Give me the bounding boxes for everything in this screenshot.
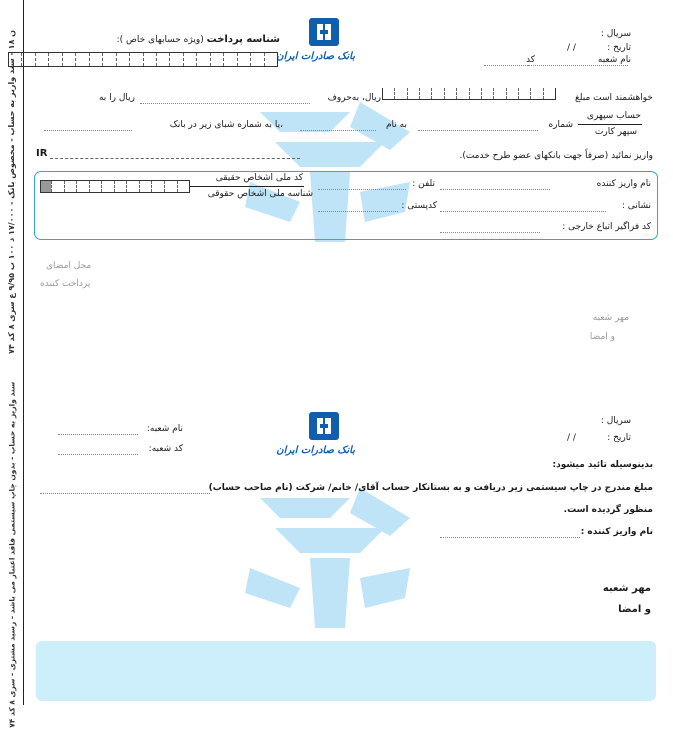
depositor-name-dots	[440, 189, 550, 190]
amount-statement-dots	[40, 493, 210, 494]
address-dots	[440, 211, 606, 212]
amount-words-dots	[140, 103, 310, 104]
rial-to-label: ریال را به	[98, 93, 135, 103]
account-type-divider	[578, 124, 642, 125]
margin-text-top: ن ۱۸ - سند واریز به حساب - مخصوص بانک - ۱۷/۰۰۰ د ۱۰۰ ب ۹/۹۵ ع سری ۸ کد ۷۴	[7, 29, 16, 355]
receipt-depositor-label: نام واریز کننده :	[580, 527, 653, 537]
receipt-serial-label: سریال :	[600, 416, 631, 426]
receipt-branch-name-label: نام شعبه:	[146, 424, 183, 434]
address-label: نشانی :	[621, 201, 651, 211]
account-name-dots	[300, 130, 376, 131]
payment-id-boxes[interactable]	[8, 52, 278, 67]
depositor-name-label: نام واریز کننده	[596, 179, 651, 189]
national-id-divider	[190, 186, 304, 187]
phone-label: تلفن :	[412, 179, 435, 189]
branch-code-dots	[484, 65, 530, 66]
foreign-id-label: کد فراگیر اتباع خارجی :	[562, 222, 651, 232]
bank-emblem-icon	[307, 16, 341, 48]
receipt-stamp-line2: و امضا	[618, 604, 651, 615]
confirm-heading: بدینوسیله تائید میشود:	[552, 460, 653, 470]
margin-text-bottom: سند واریز به حساب - بدون چاپ سیستمی فاقد اعتبار می باشد - رسید مشتری - سری ۸ کد ۷۴	[7, 381, 17, 728]
branch-stamp-line2: و امضا	[589, 332, 615, 342]
receipt-branch-code-label: کد شعبه:	[148, 444, 183, 454]
super-card: سپهر کارت	[594, 127, 637, 137]
bank-emblem-icon	[307, 410, 341, 442]
foreign-id-dots	[440, 232, 540, 233]
bank-name-receipt: بانک صادرات ایران	[276, 445, 355, 456]
sheba-label: ،یا به شماره شبای زیر در بانک	[169, 120, 283, 130]
receipt-date-slashes: / /	[567, 433, 576, 443]
margin-rule	[23, 0, 24, 705]
payer-signature-line2: پرداخت کننده	[40, 279, 91, 289]
recorded-text: منظور گردیده است.	[563, 505, 653, 515]
date-slashes: / /	[567, 43, 576, 53]
payment-id-note: (ویژه حسابهای خاص ):	[116, 35, 204, 45]
rial-words-label: ریال، به‌حروف	[327, 93, 381, 103]
national-id-label: کد ملی اشخاص حقیقی	[215, 173, 303, 183]
postal-label: کدپستی :	[401, 201, 437, 211]
watermark-logo-bottom	[240, 478, 420, 643]
phone-dots	[318, 189, 406, 190]
account-sepehri: حساب سپهری	[586, 111, 641, 121]
bank-logo-top	[276, 16, 355, 72]
branch-name-label: نام شعبه	[597, 55, 631, 65]
bank-name-top: بانک صادرات ایران	[276, 51, 355, 62]
national-id-boxes[interactable]	[40, 180, 190, 193]
date-label: تاریخ :	[607, 43, 631, 53]
sheba-bank-dots	[44, 130, 132, 131]
receipt-depositor-dots	[440, 537, 580, 538]
iban-prefix: IR	[36, 148, 48, 159]
receipt-date-label: تاریخ :	[607, 433, 631, 443]
amount-boxes[interactable]	[382, 88, 556, 100]
iban-field[interactable]	[50, 158, 300, 159]
receipt-branch-code-dots	[58, 454, 138, 455]
deposit-note: واریز نمائید (صرفاً جهت بانکهای عضو طرح خدمت).	[459, 151, 653, 161]
branch-code-label: کد	[525, 55, 535, 65]
branch-name-dots	[528, 65, 628, 66]
postal-dots	[318, 211, 398, 212]
account-number-dots	[418, 130, 538, 131]
receipt-stamp-line1: مهر شعبه	[602, 583, 651, 594]
payer-signature-line1: محل امضای	[46, 261, 92, 271]
amount-statement: مبلغ مندرج در چاپ سیستمی زیر دریافت و به بستانکار حساب آقای/ خانم/ شرکت (نام صاحب حساب)	[208, 483, 653, 493]
system-print-area	[36, 641, 656, 701]
bank-logo-receipt	[276, 410, 355, 466]
payment-id-title	[100, 34, 280, 45]
request-label: خواهشمند است مبلغ	[574, 93, 653, 103]
branch-stamp-line1: مهر شعبه	[592, 313, 629, 323]
receipt-branch-name-dots	[58, 434, 138, 435]
legal-id-label: شناسه ملی اشخاص حقوقی	[207, 189, 313, 199]
account-name-label: به نام	[385, 120, 407, 130]
account-number-label: شماره	[548, 120, 573, 130]
payment-id-title-text: شناسه پرداخت	[206, 34, 280, 45]
serial-label: سریال :	[600, 29, 631, 39]
